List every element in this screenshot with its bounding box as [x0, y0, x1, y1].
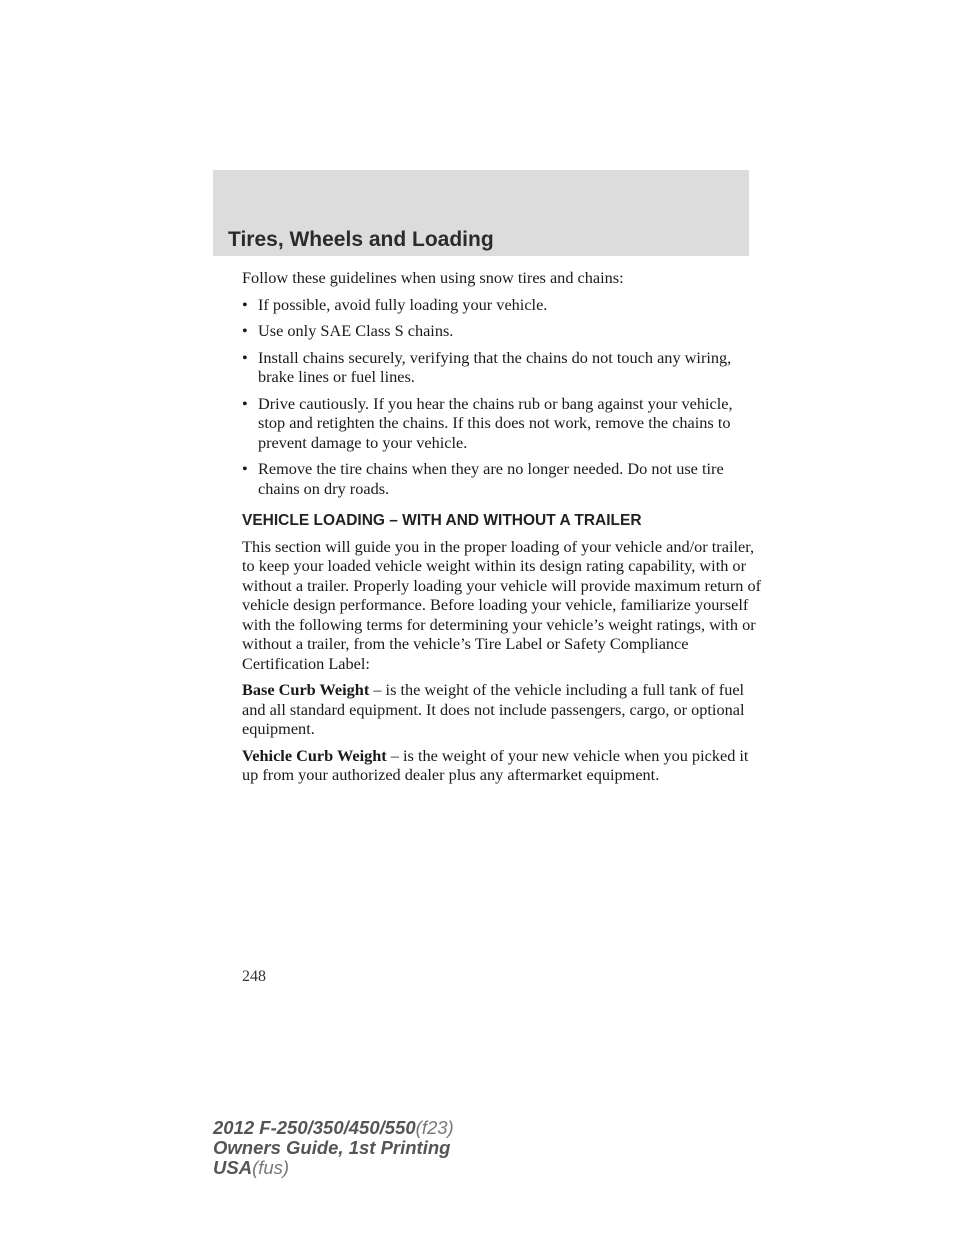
list-item — [242, 394, 762, 453]
list-item-text: Use only SAE Class S chains. — [258, 321, 454, 340]
footer-edition: Owners Guide, 1st Printing — [213, 1137, 451, 1158]
term-text: – is the weight of your new vehicle when you picked it up from your authorized dealer plus any aftermarket equipment. — [242, 745, 749, 784]
guideline-list — [242, 295, 762, 499]
footer-market-code: (fus) — [252, 1157, 290, 1178]
list-item-text: Remove the tire chains when they are no longer needed. Do not use tire chains on dry roads. — [258, 459, 724, 498]
print-footer — [213, 1118, 454, 1178]
list-item — [242, 459, 762, 498]
footer-line — [213, 1158, 454, 1178]
bullet-icon: • — [242, 393, 248, 413]
page-number: 248 — [242, 968, 266, 985]
term-text: – is the weight of the vehicle including a full tank of fuel and all standard equipment. It does not include passengers, cargo, or optional equipment. — [242, 680, 745, 738]
footer-line — [213, 1138, 454, 1158]
footer-line — [213, 1118, 454, 1138]
footer-model-code: (f23) — [415, 1117, 454, 1138]
term-label: Vehicle Curb Weight — [242, 745, 387, 765]
bullet-icon: • — [242, 459, 248, 478]
list-item-text: If possible, avoid fully loading your vehicle. — [258, 294, 548, 314]
term-definition — [242, 680, 762, 739]
list-item — [242, 321, 762, 341]
vehicle-loading-paragraph: This section will guide you in the proper loading of your vehicle and/or trailer, to keep your loaded vehicle weight within its design rating capability, with or without a trailer. Properly loading your vehicle will provide maximum return of vehicle design performance. Before loading your vehicle, familiarize yourself with the following terms for determining your vehicle’s weight ratings, with or without a trailer, from the vehicle’s Tire Label or Safety Compliance Certification Label: — [242, 536, 762, 673]
bullet-icon: • — [242, 294, 248, 314]
footer-model: 2012 F-250/350/450/550 — [213, 1117, 416, 1138]
bullet-icon: • — [242, 347, 248, 367]
intro-paragraph: Follow these guidelines when using snow tires and chains: — [242, 268, 624, 287]
list-item — [242, 295, 762, 315]
list-item-text: Install chains securely, verifying that the chains do not touch any wiring, brake lines or fuel lines. — [258, 347, 732, 386]
term-definition — [242, 746, 762, 785]
page-body — [242, 268, 762, 792]
list-item — [242, 348, 762, 387]
bullet-icon: • — [242, 321, 248, 340]
footer-market: USA — [213, 1157, 253, 1178]
term-label: Base Curb Weight — [242, 680, 370, 699]
list-item-text: Drive cautiously. If you hear the chains rub or bang against your vehicle, stop and retighten the chains. If this does not work, remove the chains to prevent damage to your vehicle. — [258, 393, 733, 452]
vehicle-loading-heading: VEHICLE LOADING – WITH AND WITHOUT A TRAILER — [242, 512, 642, 529]
section-title: Tires, Wheels and Loading — [228, 228, 494, 251]
